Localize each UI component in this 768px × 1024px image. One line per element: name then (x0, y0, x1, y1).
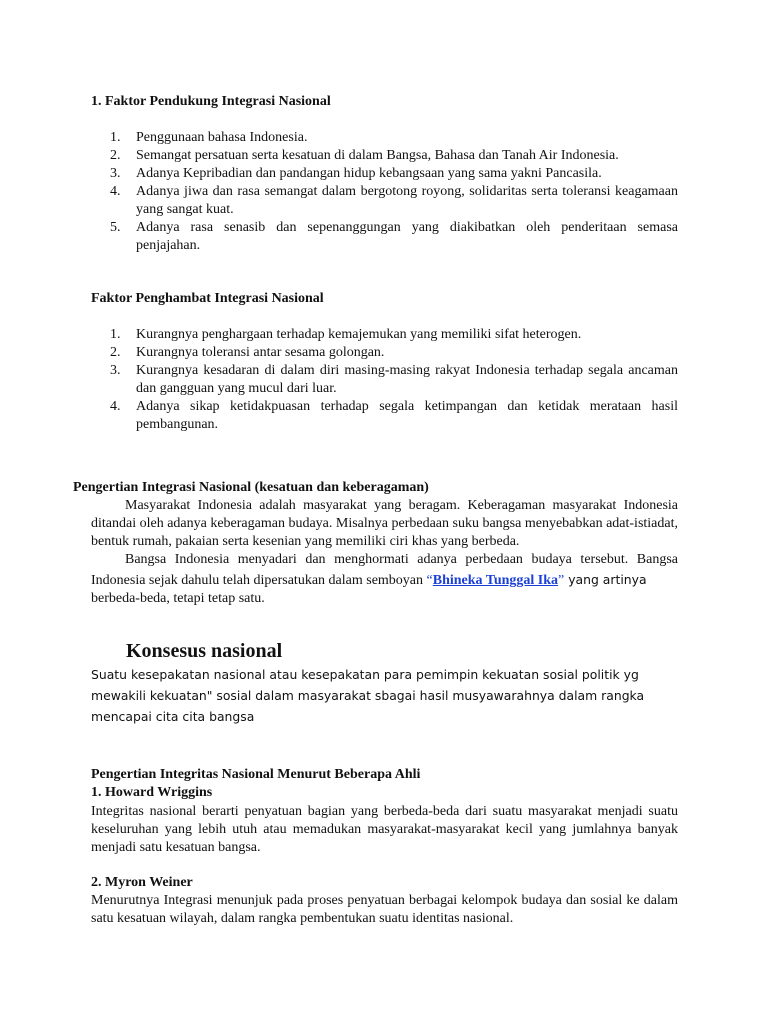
paragraph-2-end: berbeda-beda, tetapi tetap satu. (91, 591, 265, 606)
list-item: 1. Kurangnya penghargaan terhadap kemajemukan yang memiliki sifat heterogen. (110, 327, 582, 342)
consensus-line: mencapai cita cita bangsa (91, 709, 255, 724)
section5-title: Pengertian Integritas Nasional Menurut Beberapa Ahli (91, 767, 421, 782)
expert1-text: Integritas nasional berarti penyatuan bagian yang berbeda-beda dari suatu masyarakat menjadi suatu keseluruhan yang lebih utuh atau memadukan masyarakat-masyarakat kecil yang jumlahnya banyak menjadi satu kesatuan bangsa. (91, 804, 678, 855)
paragraph-2: Bangsa Indonesia menyadari dan menghormati adanya perbedaan budaya tersebut. Bangsa Indonesia sejak dahulu telah dipersatukan dalam semboyan “Bhineka Tunggal Ika” yang artinya (91, 552, 678, 588)
consensus-line: Suatu kesepakatan nasional atau kesepakatan para pemimpin kekuatan sosial politik yg (91, 667, 639, 682)
section4-title: Konsesus nasional (126, 640, 283, 662)
paragraph-1: Masyarakat Indonesia adalah masyarakat yang beragam. Keberagaman masyarakat Indonesia ditandai oleh adanya keberagaman budaya. Misalnya perbedaan suku bangsa menyebabkan adat-istiadat, bentuk rumah, pakaian serta kesenian yang memiliki ciri khas yang berbeda. (91, 498, 678, 549)
expert2-text: Menurutnya Integrasi menunjuk pada proses penyatuan berbagai kelompok budaya dan sosial ke dalam satu kesatuan wilayah, dalam rangka pembentukan suatu identitas nasional. (91, 893, 678, 926)
inhibiting-factors-list (110, 326, 678, 434)
list-item: 1. Penggunaan bahasa Indonesia. (110, 130, 308, 145)
section3-title: Pengertian Integrasi Nasional (kesatuan dan keberagaman) (73, 480, 429, 495)
consensus-line: mewakili kekuatan" sosial dalam masyarakat sbagai hasil musyawarahnya dalam rangka (91, 688, 645, 703)
list-item: 3. Kurangnya kesadaran di dalam diri masing-masing rakyat Indonesia terhadap segala ancaman dan gangguan yang mucul dari luar. (110, 363, 678, 396)
section1-title: 1. Faktor Pendukung Integrasi Nasional (91, 94, 331, 109)
list-item: 4. Adanya sikap ketidakpuasan terhadap segala ketimpangan dan ketidak merataan hasil pembangunan. (110, 399, 678, 432)
list-item: 2. Semangat persatuan serta kesatuan di dalam Bangsa, Bahasa dan Tanah Air Indonesia. (110, 148, 619, 163)
bhineka-tunggal-ika-link[interactable]: Bhineka Tunggal Ika (432, 573, 559, 588)
list-item: 4. Adanya jiwa dan rasa semangat dalam bergotong royong, solidaritas serta toleransi keagamaan yang sangat kuat. (110, 184, 678, 217)
supporting-factors-list (110, 129, 678, 255)
list-item: 5. Adanya rasa senasib dan sepenanggungan yang diakibatkan oleh penderitaan semasa penjajahan. (110, 220, 678, 253)
expert2-name: 2. Myron Weiner (91, 875, 193, 890)
section2-title: Faktor Penghambat Integrasi Nasional (91, 291, 324, 306)
diversity-paragraph (91, 497, 678, 608)
expert1-name: 1. Howard Wriggins (91, 785, 213, 800)
list-item: 2. Kurangnya toleransi antar sesama golongan. (110, 345, 385, 360)
list-item: 3. Adanya Kepribadian dan pandangan hidup kebangsaan yang sama yakni Pancasila. (110, 166, 602, 181)
consensus-definition (91, 664, 711, 727)
